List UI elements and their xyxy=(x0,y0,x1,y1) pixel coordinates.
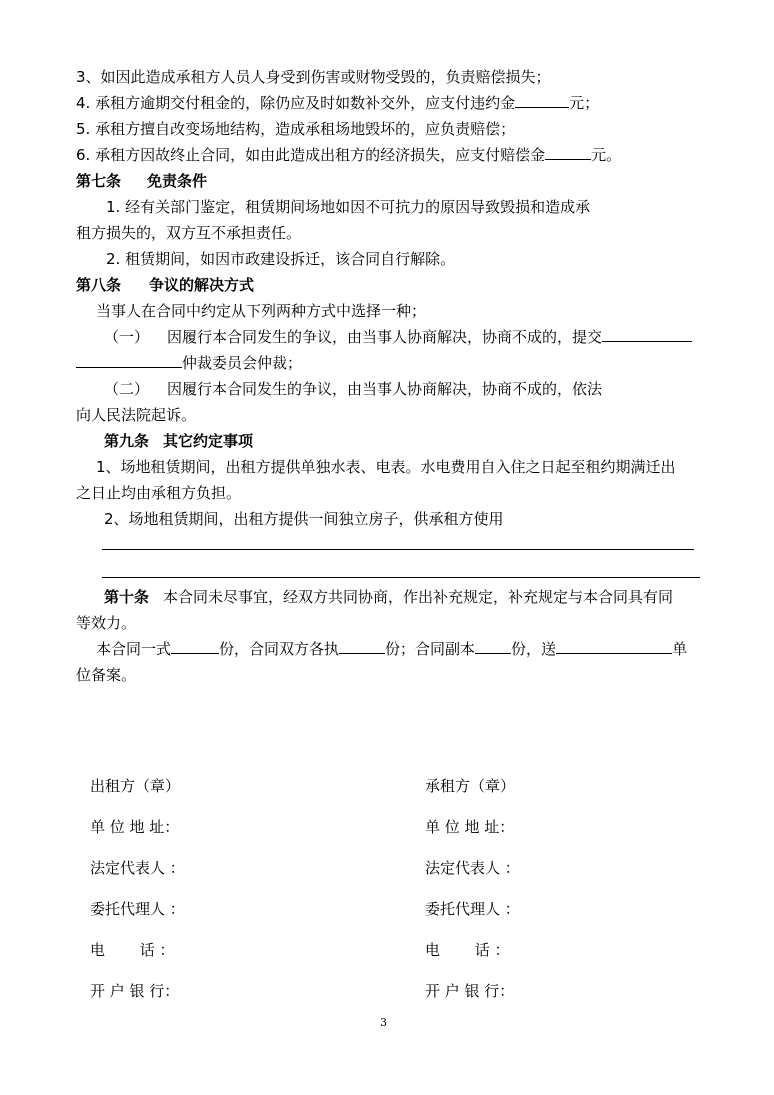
article-9-title: 其它约定事项 xyxy=(163,432,254,450)
copies-line-tail: 位备案。 xyxy=(76,666,137,684)
article-7-title: 免责条件 xyxy=(147,172,208,190)
article-8-option-1 xyxy=(104,326,692,348)
lessee-seal-label: 承租方（章） xyxy=(425,777,516,795)
article-7-para-1a: 1. 经有关部门鉴定，租赁期间场地如因不可抗力的原因导致毁损和造成承 xyxy=(106,198,591,216)
lessee-address-label: 单 位 地 址： xyxy=(425,818,515,836)
clause-item-6-unit: 元。 xyxy=(591,146,622,164)
article-7-para-2: 2. 租赁期间，如因市政建设拆迁，该合同自行解除。 xyxy=(106,250,456,268)
compensation-blank xyxy=(545,144,591,160)
option-1-number: （一） xyxy=(104,328,150,346)
article-9-para-2: 2、场地租赁期间，出租方提供一间独立房子，供承租方使用 xyxy=(104,510,504,528)
lessor-seal-label: 出租方（章） xyxy=(90,777,181,795)
arbitration-blank-1 xyxy=(602,326,692,342)
copies-text-4: 份，送 xyxy=(511,640,557,658)
page-number: 3 xyxy=(380,1016,387,1029)
copies-text-2: 份，合同双方各执 xyxy=(219,640,340,658)
article-7-heading xyxy=(76,170,207,192)
article-8-title: 争议的解决方式 xyxy=(149,276,255,294)
copies-line xyxy=(96,638,687,660)
arbitration-blank-2 xyxy=(76,352,182,368)
fill-line-2 xyxy=(102,577,700,578)
option-2-number: （二） xyxy=(104,380,150,398)
article-10-text: 本合同未尽事宜，经双方共同协商，作出补充规定，补充规定与本合同具有同 xyxy=(163,588,674,606)
copies-blank-2 xyxy=(339,638,385,654)
article-10-para-1a xyxy=(104,586,673,608)
lessor-bank-label: 开 户 银 行： xyxy=(90,982,180,1000)
lessor-agent-label: 委托代理人 ： xyxy=(90,900,185,918)
lessor-phone-label: 电 话 ： xyxy=(90,941,175,959)
article-8-heading xyxy=(76,274,254,296)
copies-text-5: 单 xyxy=(672,640,688,658)
copies-blank-4 xyxy=(556,638,672,654)
article-10-para-1b: 等效力。 xyxy=(76,614,137,632)
article-8-number: 第八条 xyxy=(76,276,122,294)
article-7-para-1b: 租方损失的，双方互不承担责任。 xyxy=(76,224,302,242)
lessor-address-label: 单 位 地 址： xyxy=(90,818,180,836)
option-1-tail-text: 仲裁委员会仲裁； xyxy=(182,354,303,372)
article-9-heading xyxy=(104,430,253,452)
article-9-para-1a: 1、场地租赁期间，出租方提供单独水表、电表。水电费用自入住之日起至租约期满迁出 xyxy=(96,458,676,476)
lessee-legal-rep-label: 法定代表人 ： xyxy=(425,859,520,877)
article-8-option-2 xyxy=(104,378,602,400)
penalty-blank xyxy=(515,92,569,108)
copies-blank-1 xyxy=(171,638,219,654)
option-1-text: 因履行本合同发生的争议，由当事人协商解决，协商不成的，提交 xyxy=(167,328,603,346)
fill-line-1 xyxy=(102,549,694,550)
clause-item-4-text: 4. 承租方逾期交付租金的，除仍应及时如数补交外，应支付违约金 xyxy=(76,94,516,112)
article-9-para-1b: 之日止均由承租方负担。 xyxy=(76,484,242,502)
option-2-text: 因履行本合同发生的争议，由当事人协商解决，协商不成的，依法 xyxy=(167,380,603,398)
copies-blank-3 xyxy=(475,638,511,654)
clause-item-3: 3、如因此造成承租方人员人身受到伤害或财物受毁的，负责赔偿损失； xyxy=(76,68,551,86)
lessee-bank-label: 开 户 银 行： xyxy=(425,982,515,1000)
article-8-intro: 当事人在合同中约定从下列两种方式中选择一种； xyxy=(96,302,427,320)
clause-item-5: 5. 承租方擅自改变场地结构，造成承租场地毁坏的，应负责赔偿； xyxy=(76,120,516,138)
article-9-number: 第九条 xyxy=(104,432,150,450)
copies-text-1: 本合同一式 xyxy=(96,640,172,658)
lessor-legal-rep-label: 法定代表人 ： xyxy=(90,859,185,877)
article-10-number: 第十条 xyxy=(104,588,150,606)
clause-item-6-text: 6. 承租方因故终止合同，如由此造成出租方的经济损失，应支付赔偿金 xyxy=(76,146,546,164)
clause-item-4-unit: 元； xyxy=(569,94,600,112)
clause-item-4 xyxy=(76,92,599,114)
article-8-option-1-tail xyxy=(76,352,302,374)
article-7-number: 第七条 xyxy=(76,172,122,190)
copies-text-3: 份；合同副本 xyxy=(385,640,476,658)
clause-item-6 xyxy=(76,144,621,166)
lessee-phone-label: 电 话 ： xyxy=(425,941,510,959)
lessee-agent-label: 委托代理人 ： xyxy=(425,900,520,918)
article-8-option-2-tail: 向人民法院起诉。 xyxy=(76,406,197,424)
